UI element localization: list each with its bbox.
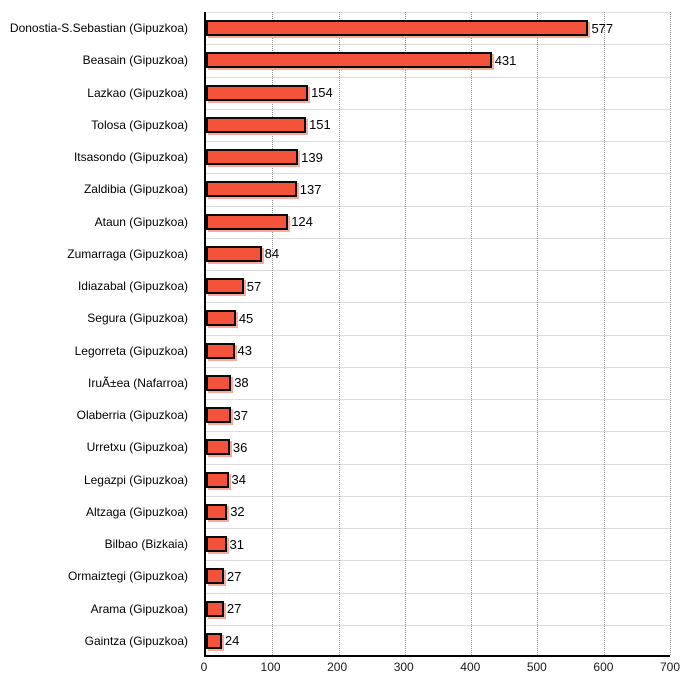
bar: [206, 149, 298, 165]
bar-value-label: 577: [591, 20, 614, 36]
bar-row: [206, 238, 670, 270]
bar: [206, 536, 227, 552]
bar-value-label: 154: [311, 85, 333, 101]
bar-row: [206, 625, 670, 657]
x-axis-tick-label: 600: [593, 660, 614, 674]
bar-row: [206, 12, 670, 44]
category-label: IruÃ±ea (Nafarroa): [88, 375, 188, 390]
x-axis-tick-label: 100: [260, 660, 281, 674]
x-axis-tick-label: 400: [460, 660, 481, 674]
bar-value-label: 24: [224, 633, 240, 649]
bar-value-label: 37: [233, 407, 248, 423]
bar-value-label: 34: [231, 472, 246, 488]
bar-value-label: 45: [238, 310, 254, 326]
x-axis-tick-label: 700: [659, 660, 681, 674]
bar: [206, 375, 231, 391]
bar: [206, 278, 244, 294]
bar: [206, 181, 297, 197]
category-label: Lazkao (Gipuzkoa): [87, 85, 188, 100]
category-label: Itsasondo (Gipuzkoa): [73, 150, 188, 165]
gridline: [670, 12, 671, 655]
bar: [206, 343, 235, 359]
bar-row: [206, 496, 670, 528]
bar-value-label: 43: [237, 343, 252, 359]
x-axis-tick-label: 200: [327, 660, 348, 674]
bar: [206, 52, 492, 68]
bar-value-label: 57: [246, 278, 262, 294]
bar-row: [206, 335, 670, 367]
category-label: Urretxu (Gipuzkoa): [86, 440, 188, 455]
bar: [206, 439, 230, 455]
category-label: Segura (Gipuzkoa): [87, 311, 188, 326]
category-label: Legazpi (Gipuzkoa): [83, 472, 188, 487]
bar-value-label: 27: [226, 601, 242, 617]
x-axis-tick-label: 500: [526, 660, 547, 674]
bar: [206, 214, 288, 230]
bar-value-label: 36: [232, 439, 248, 455]
x-axis-tick-label: 0: [200, 660, 208, 674]
bar: [206, 246, 262, 262]
category-label: Altzaga (Gipuzkoa): [85, 504, 188, 519]
category-labels: [0, 12, 196, 657]
bar-row: [206, 109, 670, 141]
category-label: Beasain (Gipuzkoa): [82, 53, 188, 68]
x-axis-ticks: [200, 660, 681, 676]
bar-row: [206, 173, 670, 205]
bar-value-label: 137: [299, 181, 322, 197]
bar-row: [206, 302, 670, 334]
bar-value-label: 38: [234, 375, 249, 391]
bar: [206, 568, 224, 584]
bar: [206, 472, 229, 488]
category-label: Arama (Gipuzkoa): [90, 601, 188, 616]
category-label: Bilbao (Bizkaia): [104, 537, 188, 552]
category-label: Zaldibia (Gipuzkoa): [83, 182, 188, 197]
bar-value-label: 84: [264, 246, 280, 262]
bar: [206, 601, 224, 617]
bar-row: [206, 464, 670, 496]
bar: [206, 85, 308, 101]
bar-value-label: 124: [291, 214, 313, 230]
category-label: Gaintza (Gipuzkoa): [84, 633, 188, 648]
category-label: Legorreta (Gipuzkoa): [74, 343, 188, 358]
bar-row: [206, 367, 670, 399]
bar: [206, 310, 236, 326]
bar-row: [206, 77, 670, 109]
bar-row: [206, 44, 670, 76]
category-label: Ormaiztegi (Gipuzkoa): [67, 569, 188, 584]
bar: [206, 407, 231, 423]
bar-value-label: 139: [301, 149, 323, 165]
bar-row: [206, 399, 670, 431]
bar-row: [206, 560, 670, 592]
bar-value-label: 32: [230, 504, 245, 520]
bar-row: [206, 528, 670, 560]
category-label: Olaberria (Gipuzkoa): [76, 408, 188, 423]
bar-value-label: 31: [229, 536, 245, 552]
bar-row: [206, 141, 670, 173]
bar-row: [206, 270, 670, 302]
category-label: Ataun (Gipuzkoa): [94, 214, 188, 229]
bar: [206, 20, 588, 36]
plot-area: [204, 12, 670, 657]
bar-row: [206, 593, 670, 625]
category-label: Donostia-S.Sebastian (Gipuzkoa): [9, 21, 188, 36]
bar-row: [206, 206, 670, 238]
x-axis-tick-label: 300: [393, 660, 414, 674]
category-label: Zumarraga (Gipuzkoa): [67, 246, 188, 261]
bar: [206, 117, 306, 133]
bar: [206, 504, 227, 520]
bar-value-label: 151: [309, 117, 331, 133]
bar-value-label: 27: [226, 568, 242, 584]
category-label: Tolosa (Gipuzkoa): [91, 117, 188, 132]
bar: [206, 633, 222, 649]
category-label: Idiazabal (Gipuzkoa): [77, 279, 188, 294]
bar-value-label: 431: [494, 52, 517, 68]
bar-row: [206, 431, 670, 463]
bars-layer: [206, 12, 670, 655]
